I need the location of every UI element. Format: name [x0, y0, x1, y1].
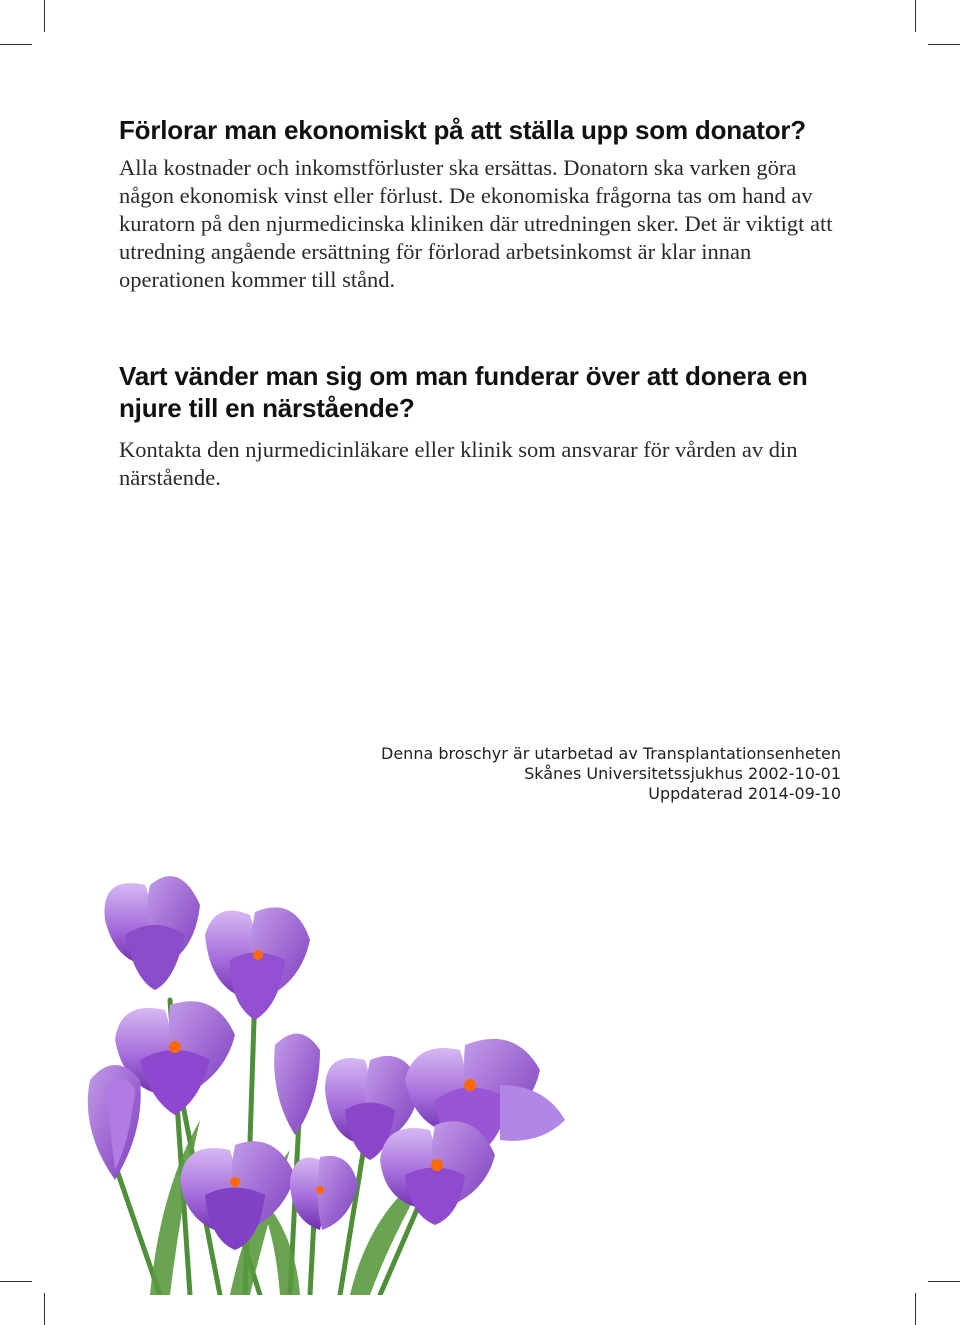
crocus-flower	[290, 1156, 358, 1230]
section-body-text: Kontakta den njurmedicinläkare eller klinik som ansvarar för vården av din närstående.	[119, 437, 798, 490]
crop-mark-bottom-right-h	[928, 1281, 960, 1282]
crocus-flower	[105, 876, 201, 990]
section-heading: Förlorar man ekonomiskt på att ställa upp som donator?	[119, 115, 806, 145]
credits-line-created: Skånes Universitetssjukhus 2002-10-01	[524, 764, 841, 783]
crop-mark-top-right-h	[928, 44, 960, 45]
crocus-bud	[88, 1065, 141, 1180]
section-economic-loss	[119, 114, 849, 294]
crop-mark-top-right-v	[915, 0, 916, 32]
section-body-text: Alla kostnader och inkomstförluster ska ersättas. Donatorn ska varken göra någon ekonomisk vinst eller förlust. De ekonomiska frågorna tas om hand av kuratorn på den njurmedicinska kliniken där utredningen sker. Det är viktigt att utredning angående ersättning för förlorad arbetsinkomst är klar innan operationen kommer till stånd.	[119, 155, 833, 292]
crop-mark-top-left-h	[0, 44, 32, 45]
crop-mark-bottom-left-v	[44, 1293, 45, 1325]
credits-line-updated: Uppdaterad 2014-09-10	[648, 784, 841, 803]
credits-line-author: Denna broschyr är utarbetad av Transplantationsenheten	[381, 744, 841, 763]
section-who-to-contact	[119, 360, 849, 492]
section-heading: Vart vänder man sig om man funderar över att donera en njure till en närstående?	[119, 361, 808, 423]
crop-mark-top-left-v	[44, 0, 45, 32]
publication-credits	[381, 744, 841, 804]
crocus-bud	[274, 1034, 320, 1135]
crop-mark-bottom-left-h	[0, 1281, 32, 1282]
crocus-flowers-image	[50, 870, 610, 1295]
crop-mark-bottom-right-v	[915, 1293, 916, 1325]
crocus-flower	[205, 907, 310, 1020]
